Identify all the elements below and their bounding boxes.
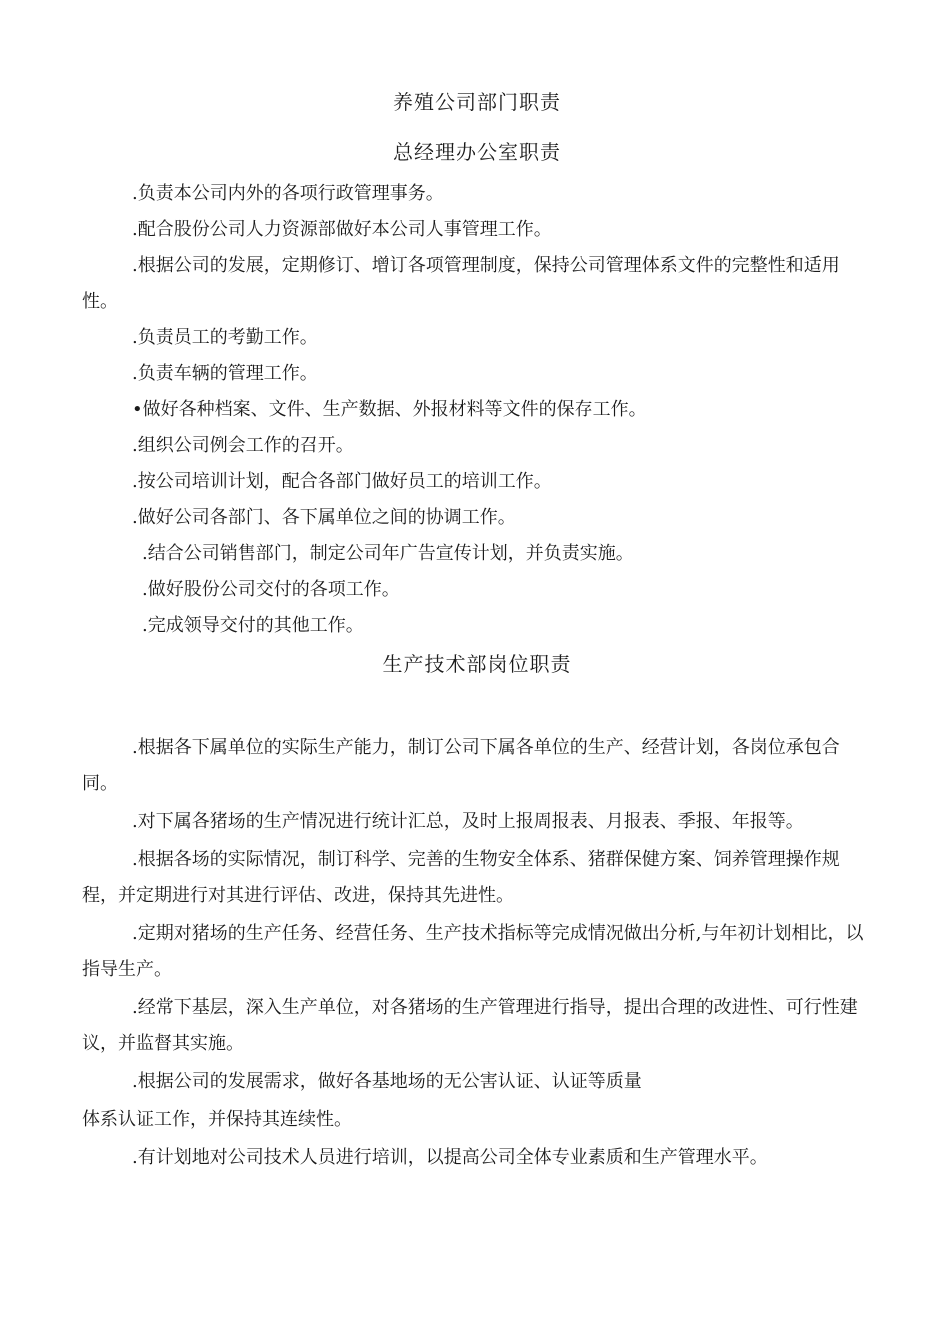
list-item: .经常下基层，深入生产单位，对各猪场的生产管理进行指导，提出合理的改进性、可行性建议，并监督其实施。 (82, 997, 858, 1054)
section-heading-production: 生产技术部岗位职责 (382, 652, 572, 676)
section-production-list (82, 730, 872, 1176)
list-item: .根据各场的实际情况，制订科学、完善的生物安全体系、猪群保健方案、饲养管理操作规程，并定期进行对其进行评估、改进，保持其先进性。 (82, 849, 840, 906)
list-item: .做好股份公司交付的各项工作。 (142, 579, 400, 600)
list-item: .负责员工的考勤工作。 (132, 327, 318, 348)
list-item: .有计划地对公司技术人员进行培训，以提高公司全体专业素质和生产管理水平。 (132, 1147, 768, 1168)
document-page (82, 86, 872, 1178)
document-title: 养殖公司部门职责 (393, 90, 561, 114)
list-item: .按公司培训计划，配合各部门做好员工的培训工作。 (132, 471, 552, 492)
list-item: .完成领导交付的其他工作。 (142, 615, 364, 636)
list-item: .定期对猪场的生产任务、经营任务、生产技术指标等完成情况做出分析,与年初计划相比，以指导生产。 (82, 923, 864, 980)
list-item: .根据公司的发展，定期修订、增订各项管理制度，保持公司管理体系文件的完整性和适用性。 (82, 255, 840, 312)
list-item: .根据公司的发展需求，做好各基地场的无公害认证、认证等质量 (132, 1071, 642, 1092)
list-item: .做好公司各部门、各下属单位之间的协调工作。 (132, 507, 516, 528)
section-heading-office: 总经理办公室职责 (393, 140, 561, 164)
list-item: .配合股份公司人力资源部做好本公司人事管理工作。 (132, 219, 552, 240)
list-item: .结合公司销售部门，制定公司年广告宣传计划，并负责实施。 (142, 543, 634, 564)
list-item: .对下属各猪场的生产情况进行统计汇总，及时上报周报表、月报表、季报、年报等。 (132, 811, 804, 832)
list-item: .根据各下属单位的实际生产能力，制订公司下属各单位的生产、经营计划，各岗位承包合同。 (82, 737, 840, 794)
list-item: .负责车辆的管理工作。 (132, 363, 318, 384)
section-office-list (82, 176, 872, 644)
list-item: .负责本公司内外的各项行政管理事务。 (132, 183, 444, 204)
list-item: •做好各种档案、文件、生产数据、外报材料等文件的保存工作。 (132, 399, 647, 420)
list-item: .组织公司例会工作的召开。 (132, 435, 354, 456)
list-item-continuation: 体系认证工作，并保持其连续性。 (82, 1109, 352, 1130)
